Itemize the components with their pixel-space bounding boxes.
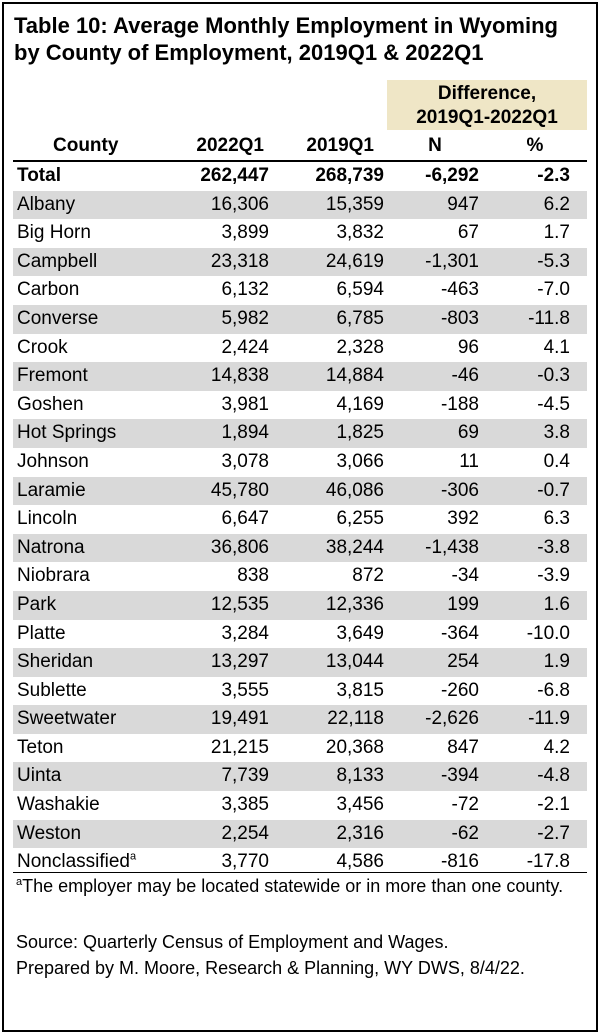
value-2019q1-cell: 3,649	[336, 622, 384, 644]
footnote	[16, 875, 582, 897]
county-cell: Laramie	[17, 479, 86, 501]
difference-n-cell: -46	[451, 365, 479, 387]
county-cell: Goshen	[17, 393, 84, 415]
value-2019q1-cell: 872	[352, 565, 384, 587]
difference-n-cell: 947	[447, 193, 479, 215]
table-row	[13, 391, 587, 420]
difference-percent-cell: 6.2	[543, 193, 570, 215]
county-cell: Platte	[17, 622, 66, 644]
difference-n-cell: 254	[447, 651, 479, 673]
table-row	[13, 191, 587, 220]
value-2022q1-cell: 3,899	[221, 222, 269, 244]
value-2019q1-cell: 4,169	[336, 393, 384, 415]
difference-n-cell: -816	[440, 851, 479, 873]
difference-percent-cell: 1.9	[543, 651, 570, 673]
table-row	[13, 762, 587, 791]
value-2019q1-cell: 3,832	[336, 222, 384, 244]
difference-percent-cell: -7.0	[537, 279, 570, 301]
value-2019q1-cell: 2,328	[336, 336, 384, 358]
table-title: Table 10: Average Monthly Employment in Wyoming by County of Employment, 2019Q1 & 2022Q1	[14, 13, 558, 65]
value-2022q1-cell: 12,535	[210, 593, 269, 615]
value-2022q1-cell: 7,739	[221, 765, 269, 787]
difference-percent-cell: -4.5	[537, 393, 570, 415]
difference-percent-cell: 4.1	[543, 336, 570, 358]
county-cell: Teton	[17, 736, 64, 758]
difference-percent-cell: 0.4	[543, 450, 570, 472]
value-2022q1-cell: 6,132	[221, 279, 269, 301]
county-cell: Albany	[17, 193, 76, 215]
difference-n-cell: -260	[440, 679, 479, 701]
county-cell: Campbell	[17, 250, 98, 272]
value-2019q1-cell: 46,086	[325, 479, 384, 501]
table-row	[13, 820, 587, 849]
table-row	[13, 334, 587, 363]
difference-n-cell: -188	[440, 393, 479, 415]
value-2019q1-cell: 8,133	[336, 765, 384, 787]
column-header-2019q1: 2019Q1	[306, 135, 374, 156]
table-row	[13, 448, 587, 477]
value-2019q1-cell: 6,594	[336, 279, 384, 301]
difference-n-cell: -1,438	[425, 536, 479, 558]
value-2022q1-cell: 3,078	[221, 450, 269, 472]
value-2022q1-cell: 3,385	[221, 794, 269, 816]
difference-n-cell: -2,626	[425, 708, 479, 730]
county-cell: Hot Springs	[17, 422, 117, 444]
value-2022q1-cell: 45,780	[210, 479, 269, 501]
county-cell: Niobrara	[17, 565, 90, 587]
difference-header-line1: Difference,	[437, 83, 537, 104]
value-2022q1-cell: 262,447	[200, 165, 269, 186]
column-header-percent: %	[526, 135, 544, 156]
value-2022q1-cell: 6,647	[221, 508, 269, 530]
value-2022q1-cell: 23,318	[210, 250, 269, 272]
table-row	[13, 620, 587, 649]
difference-percent-cell: -3.9	[537, 565, 570, 587]
column-header-county: County	[53, 135, 119, 156]
difference-percent-cell: -0.3	[537, 365, 570, 387]
value-2019q1-cell: 6,785	[336, 307, 384, 329]
difference-n-cell: 11	[459, 450, 479, 472]
county-cell: Big Horn	[17, 222, 91, 244]
difference-percent-cell: -4.8	[537, 765, 570, 787]
value-2019q1-cell: 3,456	[336, 794, 384, 816]
county-cell: Crook	[17, 336, 68, 358]
value-2022q1-cell: 3,981	[221, 393, 269, 415]
difference-percent-cell: 3.8	[543, 422, 570, 444]
value-2022q1-cell: 36,806	[210, 536, 269, 558]
difference-percent-cell: -2.1	[537, 794, 570, 816]
county-cell: Converse	[17, 307, 99, 329]
value-2022q1-cell: 3,284	[221, 622, 269, 644]
difference-n-cell: -364	[440, 622, 479, 644]
footnote-text: The employer may be located statewide or in more than one county.	[22, 876, 564, 896]
value-2019q1-cell: 1,825	[336, 422, 384, 444]
table-row	[13, 219, 587, 248]
county-cell: Johnson	[17, 450, 89, 472]
difference-percent-cell: -17.8	[526, 851, 570, 873]
difference-n-cell: 69	[457, 422, 479, 444]
table-bottom-rule	[13, 872, 587, 873]
value-2022q1-cell: 5,982	[221, 307, 269, 329]
value-2019q1-cell: 24,619	[325, 250, 384, 272]
table-row	[13, 362, 587, 391]
table-row	[13, 248, 587, 277]
county-cell: Sheridan	[17, 651, 94, 673]
difference-n-cell: 199	[447, 593, 479, 615]
table-row	[13, 276, 587, 305]
value-2022q1-cell: 16,306	[210, 193, 269, 215]
value-2022q1-cell: 3,555	[221, 679, 269, 701]
county-cell: Weston	[17, 822, 82, 844]
difference-n-cell: 392	[447, 508, 479, 530]
value-2019q1-cell: 268,739	[315, 165, 384, 186]
table-body	[13, 162, 587, 877]
county-cell: Total	[17, 165, 61, 186]
table-row	[13, 734, 587, 763]
difference-percent-cell: -10.0	[526, 622, 570, 644]
difference-percent-cell: -5.3	[537, 250, 570, 272]
table-row	[13, 591, 587, 620]
table-row	[13, 505, 587, 534]
value-2022q1-cell: 13,297	[210, 651, 269, 673]
county-cell: Carbon	[17, 279, 80, 301]
county-name: Nonclassified	[17, 851, 130, 873]
value-2022q1-cell: 14,838	[210, 365, 269, 387]
value-2022q1-cell: 3,770	[221, 851, 269, 873]
difference-percent-cell: -11.8	[528, 307, 570, 329]
value-2019q1-cell: 14,884	[325, 365, 384, 387]
value-2019q1-cell: 6,255	[336, 508, 384, 530]
difference-n-cell: -62	[451, 822, 479, 844]
footnote-mark: a	[16, 876, 23, 888]
difference-percent-cell: -11.9	[528, 708, 570, 730]
column-header-2022q1: 2022Q1	[196, 135, 264, 156]
table-row	[13, 562, 587, 591]
difference-n-cell: -1,301	[425, 250, 479, 272]
value-2019q1-cell: 2,316	[336, 822, 384, 844]
value-2022q1-cell: 2,424	[221, 336, 269, 358]
source-note: Source: Quarterly Census of Employment and Wages.	[16, 932, 449, 952]
table-row	[13, 534, 587, 563]
value-2019q1-cell: 15,359	[325, 193, 384, 215]
value-2019q1-cell: 22,118	[327, 708, 384, 730]
table-row	[13, 791, 587, 820]
difference-n-cell: -306	[440, 479, 479, 501]
footnote-mark: a	[130, 850, 137, 863]
difference-percent-cell: -6.8	[537, 679, 570, 701]
county-cell: Sweetwater	[17, 708, 117, 730]
value-2022q1-cell: 838	[237, 565, 269, 587]
county-cell: Sublette	[17, 679, 87, 701]
value-2019q1-cell: 3,815	[336, 679, 384, 701]
total-row	[13, 162, 587, 191]
difference-n-cell: -6,292	[425, 165, 479, 186]
county-cell: Park	[17, 593, 57, 615]
value-2022q1-cell: 1,894	[221, 422, 269, 444]
difference-header	[387, 80, 587, 130]
difference-n-cell: -394	[440, 765, 479, 787]
value-2019q1-cell: 3,066	[336, 450, 384, 472]
value-2019q1-cell: 20,368	[325, 736, 384, 758]
county-cell: Natrona	[17, 536, 85, 558]
table-row	[13, 477, 587, 506]
difference-percent-cell: 4.2	[543, 736, 570, 758]
prepared-by-note: Prepared by M. Moore, Research & Planning, WY DWS, 8/4/22.	[16, 958, 525, 978]
table-row	[13, 705, 587, 734]
county-cell: Fremont	[17, 365, 88, 387]
county-cell: Washakie	[17, 794, 100, 816]
difference-percent-cell: 1.6	[543, 593, 570, 615]
column-header-n: N	[428, 135, 442, 156]
difference-header-line2: 2019Q1-2022Q1	[416, 107, 558, 128]
difference-percent-cell: -3.8	[537, 536, 570, 558]
value-2019q1-cell: 13,044	[325, 651, 384, 673]
difference-n-cell: 67	[457, 222, 479, 244]
difference-percent-cell: 1.7	[543, 222, 570, 244]
value-2019q1-cell: 4,586	[336, 851, 384, 873]
difference-percent-cell: 6.3	[543, 508, 570, 530]
value-2019q1-cell: 12,336	[325, 593, 384, 615]
difference-n-cell: -803	[440, 307, 479, 329]
county-cell: Lincoln	[17, 508, 78, 530]
difference-n-cell: 847	[447, 736, 479, 758]
difference-n-cell: -463	[440, 279, 479, 301]
table-row	[13, 305, 587, 334]
county-cell: Uinta	[17, 765, 62, 787]
value-2019q1-cell: 38,244	[325, 536, 384, 558]
difference-percent-cell: -0.7	[537, 479, 570, 501]
value-2022q1-cell: 21,215	[210, 736, 269, 758]
difference-n-cell: 96	[457, 336, 479, 358]
difference-n-cell: -34	[451, 565, 479, 587]
difference-percent-cell: -2.3	[537, 165, 570, 186]
value-2022q1-cell: 19,491	[210, 708, 269, 730]
table-row	[13, 677, 587, 706]
table-row	[13, 648, 587, 677]
value-2022q1-cell: 2,254	[221, 822, 269, 844]
difference-percent-cell: -2.7	[537, 822, 570, 844]
table-row	[13, 419, 587, 448]
difference-n-cell: -72	[451, 794, 479, 816]
